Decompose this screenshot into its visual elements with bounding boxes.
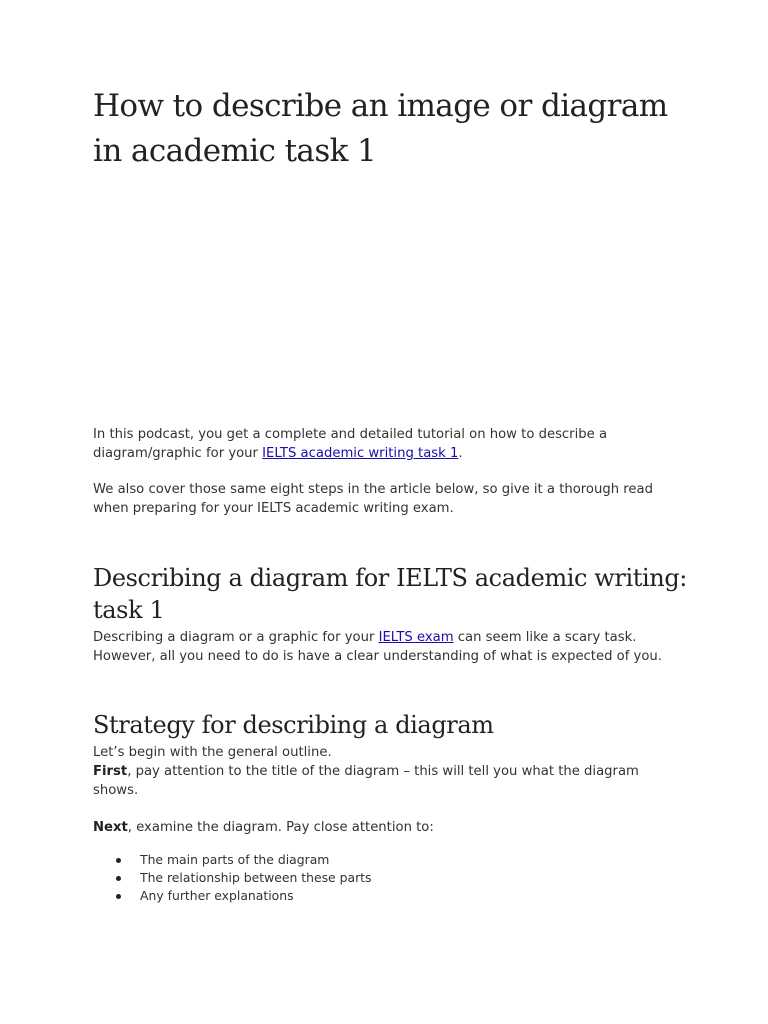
bullet-dot-icon: [116, 858, 121, 863]
first-step-text: , pay attention to the title of the diagram – this will tell you what the diagram shows.: [93, 764, 639, 798]
intro-text-after-link: .: [458, 446, 463, 461]
bullet-dot-icon: [116, 876, 121, 881]
strategy-paragraphs: [93, 743, 683, 800]
intro-paragraph-1: [93, 425, 683, 463]
list-item: [93, 887, 372, 905]
first-label: First: [93, 764, 128, 779]
section-heading-describing-diagram: Describing a diagram for IELTS academic writing: task 1: [93, 564, 687, 624]
strategy-outline-text: Let’s begin with the general outline.: [93, 745, 332, 760]
list-item-text: The relationship between these parts: [140, 870, 372, 885]
list-item-text: The main parts of the diagram: [140, 852, 330, 867]
next-step-text: , examine the diagram. Pay close attention to:: [127, 820, 434, 835]
attention-list: [93, 851, 372, 905]
ielts-academic-writing-task-1-link[interactable]: IELTS academic writing task 1: [262, 446, 459, 461]
list-item-text: Any further explanations: [140, 888, 294, 903]
strategy-next-paragraph: [93, 818, 683, 837]
section-heading-strategy: Strategy for describing a diagram: [93, 711, 494, 739]
intro-paragraph-2-text: We also cover those same eight steps in the article below, so give it a thorough read when preparing for your IELTS academic writing exam.: [93, 482, 653, 516]
next-label: Next: [93, 820, 128, 835]
intro-text-before-link: In this podcast, you get a complete and detailed tutorial on how to describe a diagram/graphic for your: [93, 427, 608, 461]
ielts-exam-link[interactable]: IELTS exam: [378, 630, 454, 645]
bullet-dot-icon: [116, 894, 121, 899]
list-item: [93, 851, 372, 869]
section1-paragraph: [93, 628, 683, 666]
section1-text-before-link: Describing a diagram or a graphic for your: [93, 630, 379, 645]
intro-paragraph-2: [93, 480, 683, 518]
article-title: How to describe an image or diagram in academic task 1: [93, 88, 668, 169]
section1-text-after-link: can seem like a scary task. However, all you need to do is have a clear understanding of what is expected of you.: [93, 630, 662, 664]
list-item: [93, 869, 372, 887]
strategy-first-step: [93, 762, 683, 800]
